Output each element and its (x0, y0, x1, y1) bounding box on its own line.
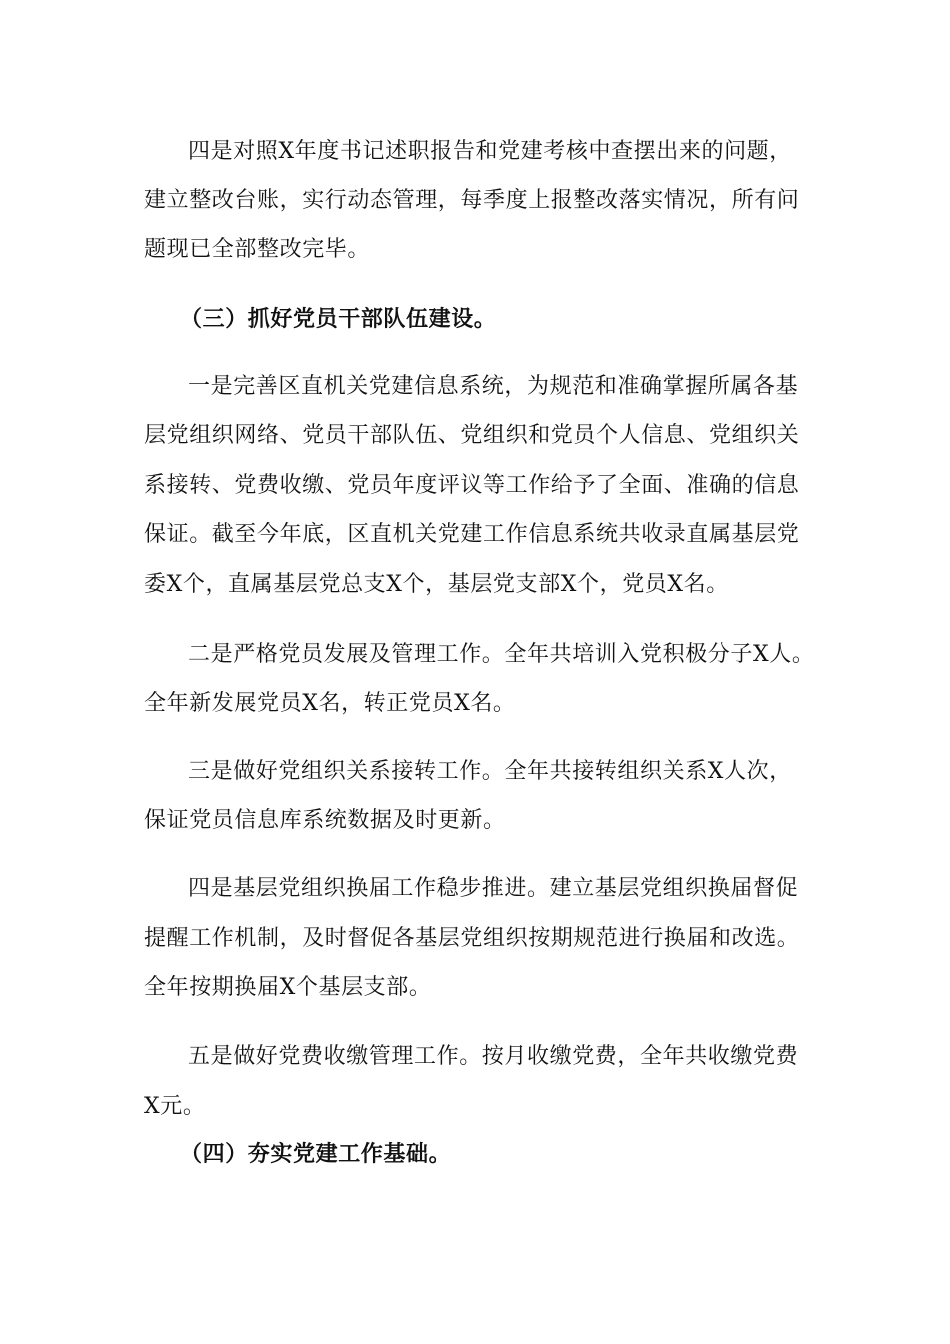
paragraph-3-line-2: 全年新发展党员X名，转正党员X名。 (144, 691, 516, 716)
paragraph-6-line-2: X元。 (144, 1094, 206, 1119)
paragraph-3-line-1: 二是严格党员发展及管理工作。全年共培训入党积极分子X人。 (188, 642, 815, 667)
section-heading-4: （四）夯实党建工作基础。 (180, 1141, 452, 1167)
paragraph-2-line-3: 系接转、党费收缴、党员年度评议等工作给予了全面、准确的信息 (144, 473, 800, 498)
paragraph-2-line-5: 委X个，直属基层党总支X个，基层党支部X个，党员X名。 (144, 572, 729, 597)
paragraph-5-line-3: 全年按期换届X个基层支部。 (144, 975, 432, 1000)
paragraph-1-line-1: 四是对照X年度书记述职报告和党建考核中查摆出来的问题， (188, 139, 792, 164)
paragraph-4-line-2: 保证党员信息库系统数据及时更新。 (144, 808, 506, 833)
paragraph-1-line-3: 题现已全部整改完毕。 (144, 237, 371, 262)
paragraph-2-line-2: 层党组织网络、党员干部队伍、党组织和党员个人信息、党组织关 (144, 423, 800, 448)
paragraph-2-line-1: 一是完善区直机关党建信息系统，为规范和准确掌握所属各基 (188, 374, 799, 399)
paragraph-2-line-4: 保证。截至今年底，区直机关党建工作信息系统共收录直属基层党 (144, 522, 800, 547)
paragraph-5-line-2: 提醒工作机制，及时督促各基层党组织按期规范进行换届和改选。 (144, 926, 800, 951)
paragraph-6-line-1: 五是做好党费收缴管理工作。按月收缴党费，全年共收缴党费 (188, 1044, 799, 1069)
paragraph-4-line-1: 三是做好党组织关系接转工作。全年共接转组织关系X人次， (188, 759, 792, 784)
section-heading-3: （三）抓好党员干部队伍建设。 (180, 306, 497, 332)
paragraph-1-line-2: 建立整改台账，实行动态管理，每季度上报整改落实情况，所有问 (144, 188, 800, 213)
paragraph-5-line-1: 四是基层党组织换届工作稳步推进。建立基层党组织换届督促 (188, 876, 799, 901)
